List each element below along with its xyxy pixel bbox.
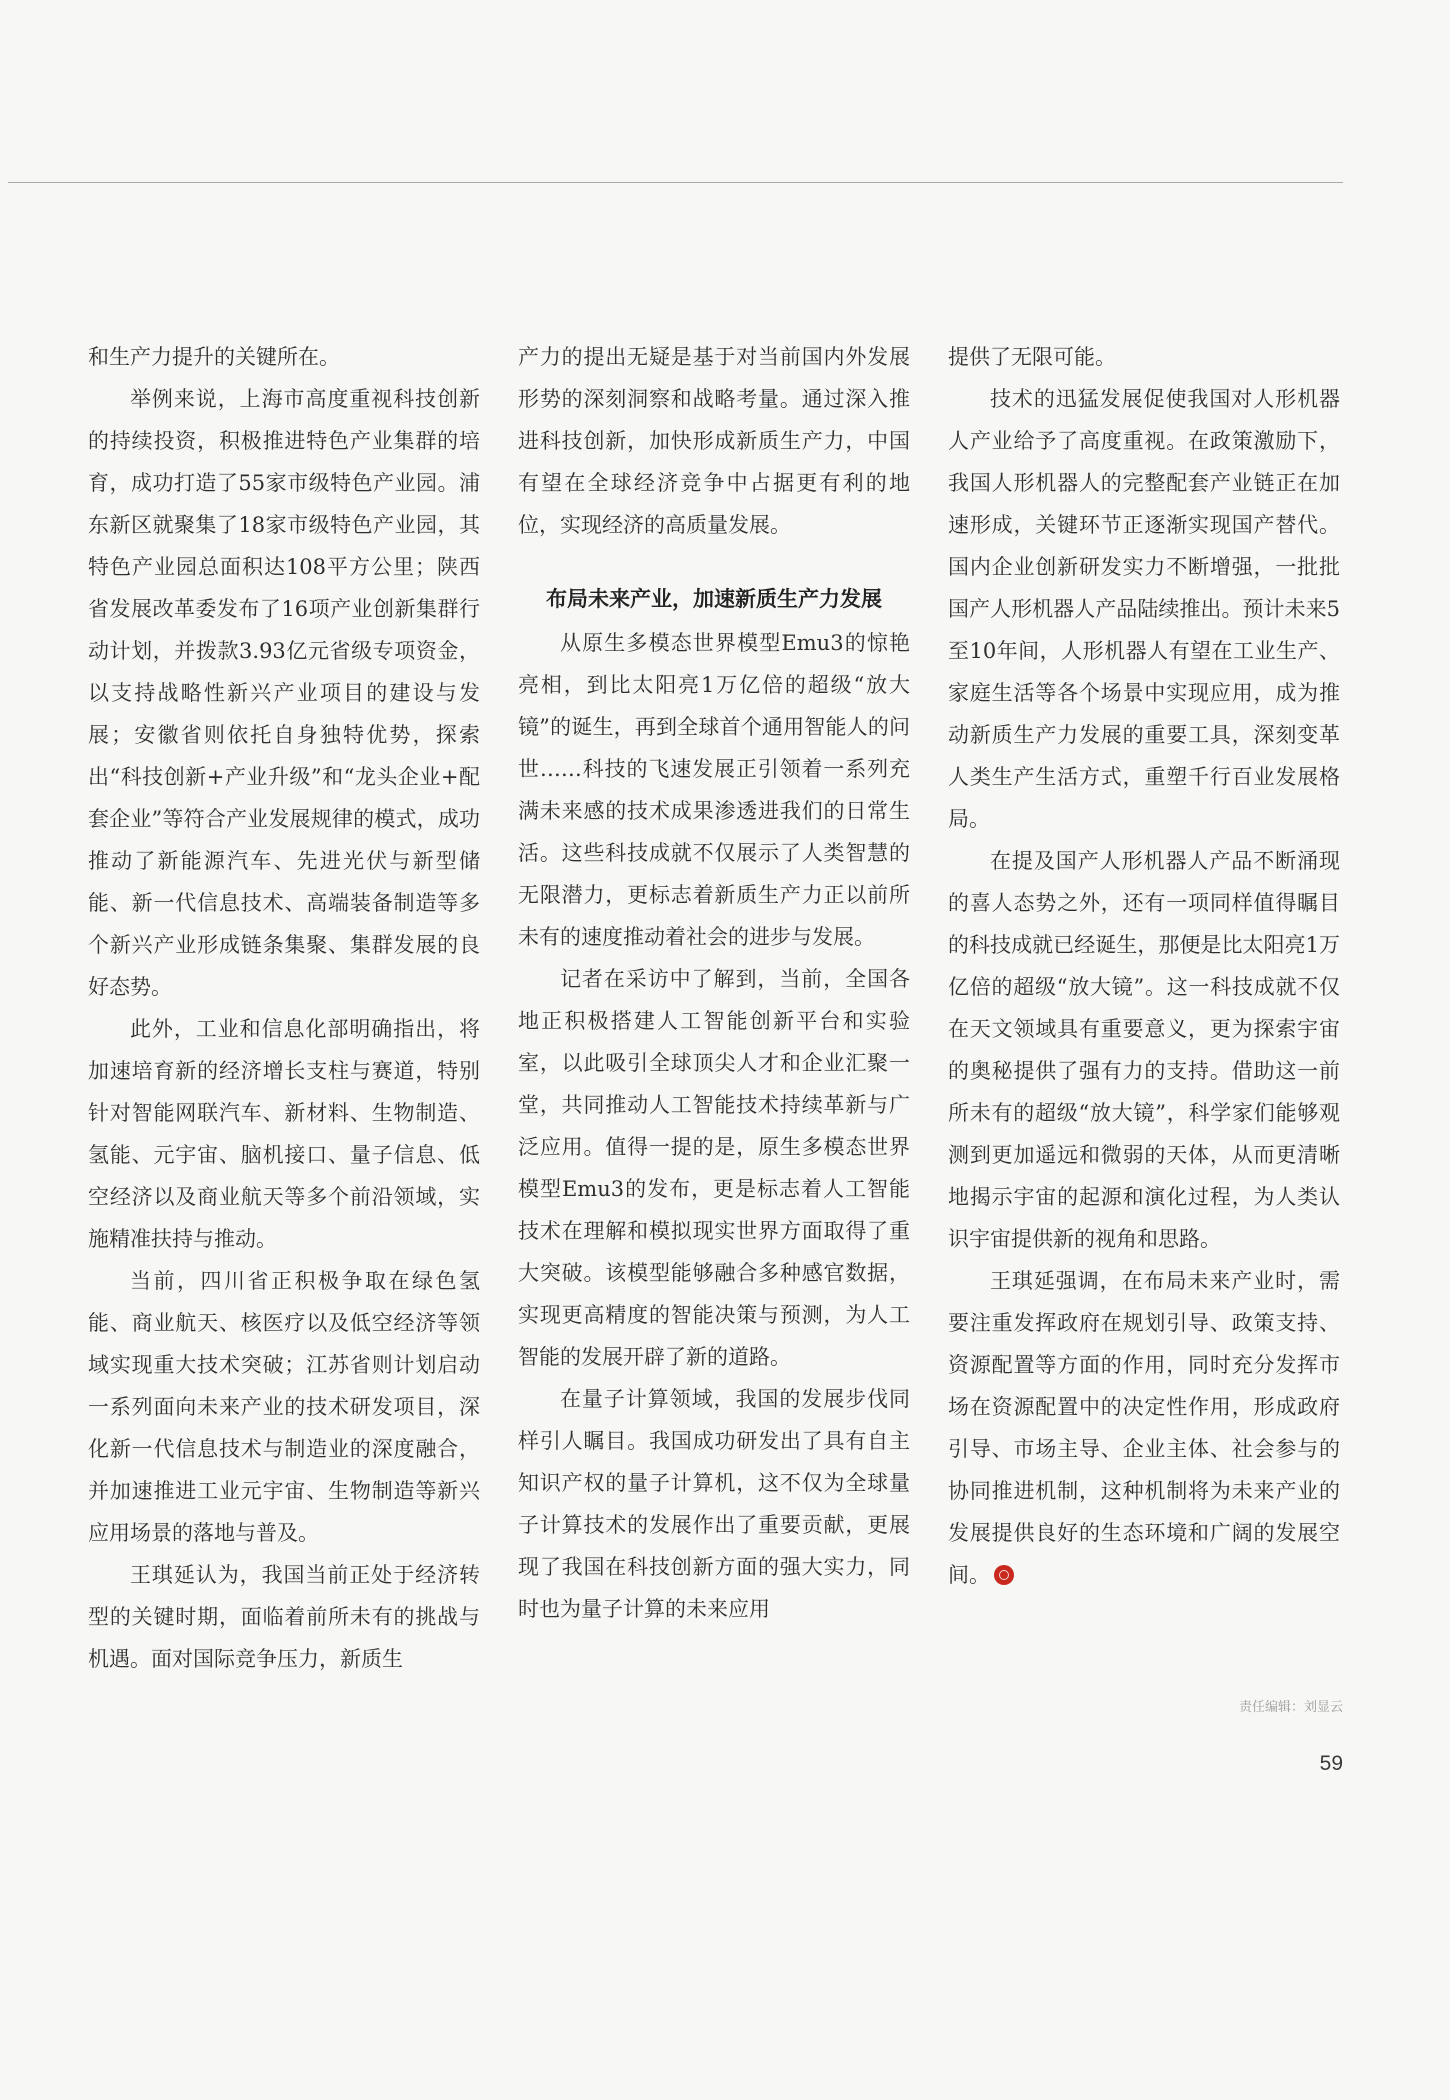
- paragraph: 此外，工业和信息化部明确指出，将加速培育新的经济增长支柱与赛道，特别针对智能网联汽车、新材料、生物制造、氢能、元宇宙、脑机接口、量子信息、低空经济以及商业航天等多个前沿领域，实施精准扶持与推动。: [88, 1017, 480, 1251]
- paragraph: 举例来说，上海市高度重视科技创新的持续投资，积极推进特色产业集群的培育，成功打造了55家市级特色产业园。浦东新区就聚集了18家市级特色产业园，其特色产业园总面积达108平方公里；陕西省发展改革委发布了16项产业创新集群行动计划，并拨款3.93亿元省级专项资金，以支持战略性新兴产业项目的建设与发展；安徽省则依托自身独特优势，探索出“科技创新+产业升级”和“龙头企业+配套企业”等符合产业发展规律的模式，成功推动了新能源汽车、先进光伏与新型储能、新一代信息技术、高端装备制造等多个新兴产业形成链条集聚、集群发展的良好态势。: [88, 387, 480, 999]
- responsible-editor: 责任编辑：刘显云: [1238, 1700, 1343, 1715]
- column-1: [88, 336, 480, 1726]
- paragraph: 技术的迅猛发展促使我国对人形机器人产业给予了高度重视。在政策激励下，我国人形机器人的完整配套产业链正在加速形成，关键环节正逐渐实现国产替代。国内企业创新研发实力不断增强，一批批国产人形机器人产品陆续推出。预计未来5至10年间，人形机器人有望在工业生产、家庭生活等各个场景中实现应用，成为推动新质生产力发展的重要工具，深刻变革人类生产生活方式，重塑千行百业发展格局。: [948, 387, 1340, 831]
- paragraph-text: 王琪延强调，在布局未来产业时，需要注重发挥政府在规划引导、政策支持、资源配置等方面的作用，同时充分发挥市场在资源配置中的决定性作用，形成政府引导、市场主导、企业主体、社会参与的协同推进机制，这种机制将为未来产业的发展提供良好的生态环境和广阔的发展空间。: [948, 1269, 1340, 1587]
- paragraph: 在量子计算领域，我国的发展步伐同样引人瞩目。我国成功研发出了具有自主知识产权的量子计算机，这不仅为全球量子计算技术的发展作出了重要贡献，更展现了我国在科技创新方面的强大实力，同时也为量子计算的未来应用: [518, 1387, 910, 1621]
- article-end-icon: [994, 1565, 1014, 1585]
- paragraph: 产力的提出无疑是基于对当前国内外发展形势的深刻洞察和战略考量。通过深入推进科技创新，加快形成新质生产力，中国有望在全球经济竞争中占据更有利的地位，实现经济的高质量发展。: [518, 345, 910, 537]
- paragraph: [948, 1260, 1340, 1596]
- article-body: [88, 336, 1343, 1726]
- column-3: [948, 336, 1340, 1726]
- paragraph: 从原生多模态世界模型Emu3的惊艳亮相，到比太阳亮1万亿倍的超级“放大镜”的诞生，再到全球首个通用智能人的问世……科技的飞速发展正引领着一系列充满未来感的技术成果渗透进我们的日常生活。这些科技成就不仅展示了人类智慧的无限潜力，更标志着新质生产力正以前所未有的速度推动着社会的进步与发展。: [518, 631, 910, 949]
- page-number: 59: [1319, 1752, 1343, 1775]
- header-rule: [8, 182, 1343, 183]
- paragraph: 在提及国产人形机器人产品不断涌现的喜人态势之外，还有一项同样值得瞩目的科技成就已经诞生，那便是比太阳亮1万亿倍的超级“放大镜”。这一科技成就不仅在天文领域具有重要意义，更为探索宇宙的奥秘提供了强有力的支持。借助这一前所未有的超级“放大镜”，科学家们能够观测到更加遥远和微弱的天体，从而更清晰地揭示宇宙的起源和演化过程，为人类认识宇宙提供新的视角和思路。: [948, 849, 1340, 1251]
- paragraph: 王琪延认为，我国当前正处于经济转型的关键时期，面临着前所未有的挑战与机遇。面对国际竞争压力，新质生: [88, 1563, 480, 1671]
- paragraph: 当前，四川省正积极争取在绿色氢能、商业航天、核医疗以及低空经济等领域实现重大技术突破；江苏省则计划启动一系列面向未来产业的技术研发项目，深化新一代信息技术与制造业的深度融合，并加速推进工业元宇宙、生物制造等新兴应用场景的落地与普及。: [88, 1269, 480, 1545]
- paragraph: 记者在采访中了解到，当前，全国各地正积极搭建人工智能创新平台和实验室，以此吸引全球顶尖人才和企业汇聚一堂，共同推动人工智能技术持续革新与广泛应用。值得一提的是，原生多模态世界模型Emu3的发布，更是标志着人工智能技术在理解和模拟现实世界方面取得了重大突破。该模型能够融合多种感官数据，实现更高精度的智能决策与预测，为人工智能的发展开辟了新的道路。: [518, 967, 910, 1369]
- paragraph: 和生产力提升的关键所在。: [88, 345, 340, 369]
- column-2: [518, 336, 910, 1726]
- paragraph: 提供了无限可能。: [948, 345, 1116, 369]
- section-heading: 布局未来产业，加速新质生产力发展: [546, 587, 882, 611]
